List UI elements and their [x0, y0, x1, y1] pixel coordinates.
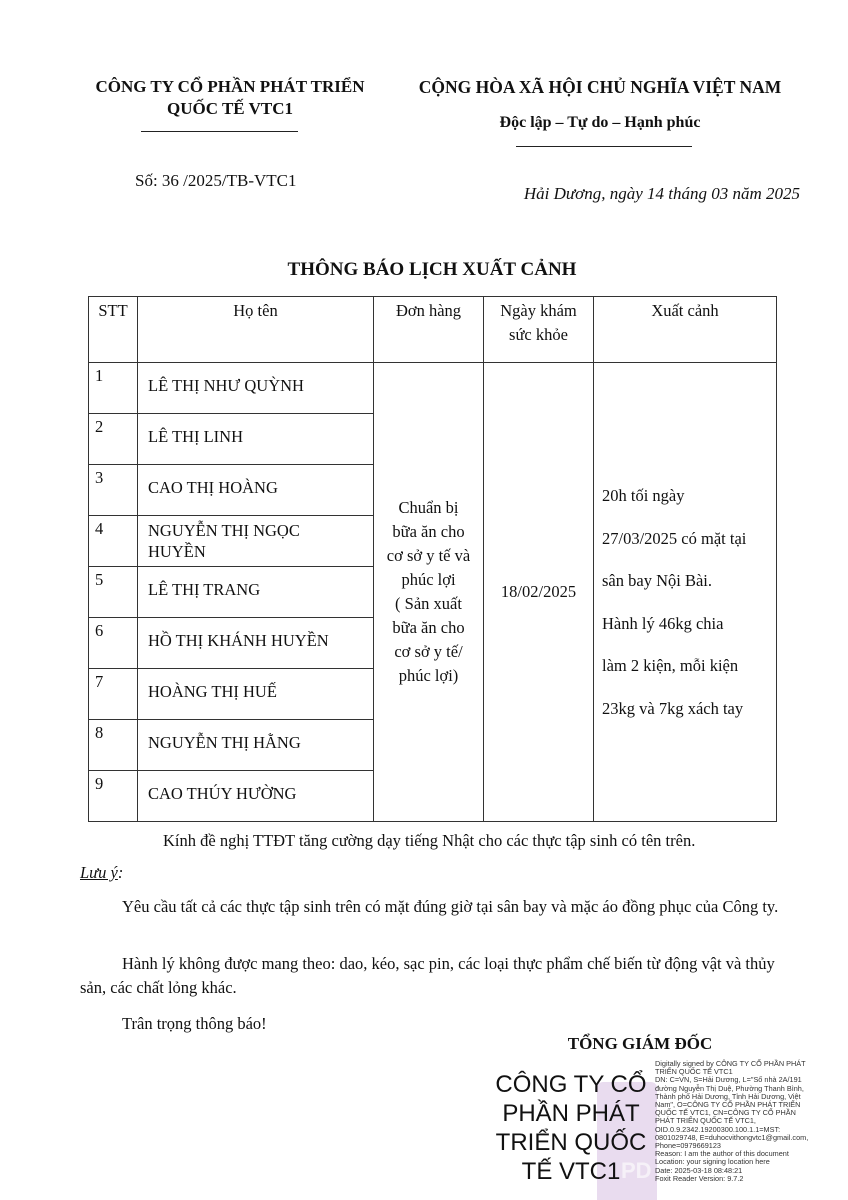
- note-prohibited-items: Hành lý không được mang theo: dao, kéo, sạc pin, các loại thực phẩm chế biến từ động vật và thủy sản, các chất lỏng khác.: [80, 954, 775, 997]
- note-label: Lưu ý:: [80, 863, 124, 882]
- order-cell: Chuẩn bị bữa ăn cho cơ sở y tế và phúc lợi ( Sản xuất bữa ăn cho cơ sở y tế/ phúc lợi): [374, 363, 484, 822]
- row-name: HỒ THỊ KHÁNH HUYỀN: [138, 618, 374, 669]
- row-stt: 8: [89, 720, 138, 771]
- training-request: Kính đề nghị TTĐT tăng cường dạy tiếng Nhật cho các thực tập sinh có tên trên.: [163, 831, 696, 850]
- motto-divider: [516, 146, 692, 147]
- column-header-stt: STT: [89, 297, 138, 363]
- note-punctuality: Yêu cầu tất cả các thực tập sinh trên có mặt đúng giờ tại sân bay và mặc áo đồng phục của Công ty.: [122, 897, 779, 916]
- row-name: HOÀNG THỊ HUẾ: [138, 669, 374, 720]
- row-stt: 4: [89, 516, 138, 567]
- departure-cell: 20h tối ngày 27/03/2025 có mặt tại sân bay Nội Bài. Hành lý 46kg chia làm 2 kiện, mỗi kiện 23kg và 7kg xách tay: [594, 363, 777, 822]
- company-name: [60, 76, 400, 120]
- row-stt: 7: [89, 669, 138, 720]
- column-header-name: Họ tên: [138, 297, 374, 363]
- row-name: NGUYỄN THỊ HẰNG: [138, 720, 374, 771]
- row-name: LÊ THỊ LINH: [138, 414, 374, 465]
- table-row: [89, 363, 777, 414]
- pdf-logo-icon: PD: [621, 1158, 652, 1183]
- exam-date-cell: 18/02/2025: [484, 363, 594, 822]
- company-name-line1: CÔNG TY CỔ PHẦN PHÁT TRIỂN: [95, 77, 365, 96]
- digital-signature-details: Digitally signed by CÔNG TY CỔ PHẦN PHÁT TRIỂN QUỐC TẾ VTC1 DN: C=VN, S=Hải Dương, L="Số nhà 2A/191 đường Nguyễn Thị Duệ, Phường Thanh Bình, Thành phố Hải Dương, Tỉnh Hải Dương, Việt Nam", O=CÔNG TY CỔ PHẦN PHÁT TRIỂN QUỐC TẾ VTC1, CN=CÔNG TY CỔ PHẦN PHÁT TRIỂN QUỐC TẾ VTC1, OID.0.9.2342.19200300.100.1.1=MST: 0801029748, E=duhocvithongvtc1@gmail.com, Phone=0979669123 Reason: I am the author of this document Location: your signing location here Date: 2025-03-18 08:48:21 Foxit Reader Version: 9.7.2: [655, 1059, 809, 1183]
- column-header-order: Đơn hàng: [374, 297, 484, 363]
- nation-heading: CỘNG HÒA XÃ HỘI CHỦ NGHĨA VIỆT NAM: [418, 77, 782, 97]
- row-name: LÊ THỊ TRANG: [138, 567, 374, 618]
- row-stt: 2: [89, 414, 138, 465]
- row-name: CAO THÚY HƯỜNG: [138, 771, 374, 822]
- national-motto: Độc lập – Tự do – Hạnh phúc: [499, 114, 701, 131]
- column-header-departure: Xuất cảnh: [594, 297, 777, 363]
- place-and-date: Hải Dương, ngày 14 tháng 03 năm 2025: [523, 184, 800, 203]
- row-stt: 9: [89, 771, 138, 822]
- row-name: LÊ THỊ NHƯ QUỲNH: [138, 363, 374, 414]
- column-header-exam-date: Ngày khám sức khỏe: [484, 297, 594, 363]
- row-name: NGUYỄN THỊ NGỌC HUYỀN: [138, 516, 374, 567]
- document-title: THÔNG BÁO LỊCH XUẤT CẢNH: [287, 259, 577, 280]
- document-number: Số: 36 /2025/TB-VTC1: [135, 171, 297, 190]
- row-stt: 3: [89, 465, 138, 516]
- signer-title: TỔNG GIÁM ĐỐC: [567, 1034, 713, 1053]
- table-header-row: [89, 297, 777, 363]
- company-divider: [141, 131, 298, 132]
- digital-signature-name: CÔNG TY CỔ PHẦN PHÁT TRIỂN QUỐC TẾ VTC1: [495, 1071, 647, 1185]
- row-stt: 1: [89, 363, 138, 414]
- row-stt: 6: [89, 618, 138, 669]
- row-name: CAO THỊ HOÀNG: [138, 465, 374, 516]
- departure-schedule-table: [88, 296, 777, 822]
- closing-line: Trân trọng thông báo!: [122, 1014, 267, 1033]
- row-stt: 5: [89, 567, 138, 618]
- company-name-line2: QUỐC TẾ VTC1: [167, 99, 293, 118]
